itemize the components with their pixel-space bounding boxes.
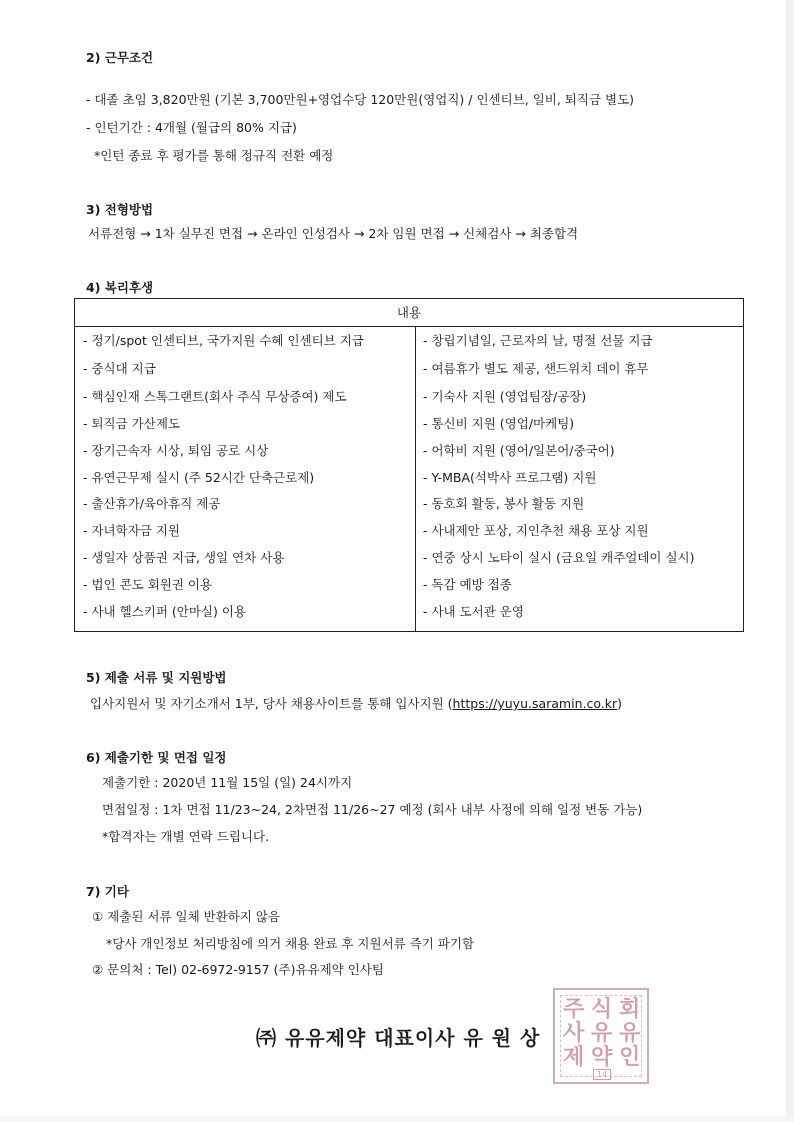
benefit-item: - 독감 예방 접종 <box>423 577 512 592</box>
benefit-item: - 장기근속자 시상, 퇴임 공로 시상 <box>83 443 269 458</box>
salary-line: - 대졸 초임 3,820만원 (기본 3,700만원+영업수당 120만원(영업직) / 인센티브, 일비, 퇴직금 별도) <box>86 92 635 107</box>
company-seal <box>553 988 649 1084</box>
application-text: 입사지원서 및 자기소개서 1부, 당사 채용사이트를 통해 입사지원 ( <box>90 696 453 711</box>
application-close: ) <box>617 696 623 711</box>
benefit-item: - Y-MBA(석박사 프로그램) 지원 <box>423 470 597 485</box>
section-4-title: 4) 복리후생 <box>86 280 154 295</box>
privacy-note: *당사 개인정보 처리방침에 의거 채용 완료 후 지원서류 즉기 파기함 <box>106 936 475 951</box>
benefit-item: - 생일자 상품권 지급, 생일 연차 사용 <box>83 550 285 565</box>
benefit-item: - 중식대 지급 <box>83 361 156 376</box>
ceo-signature-line: ㈜ 유유제약 대표이사 유 원 상 <box>256 1026 541 1050</box>
deadline-line: 제출기한 : 2020년 11월 15일 (일) 24시까지 <box>102 775 353 790</box>
seal-char: 사 <box>563 1020 585 1046</box>
benefit-item: - 어학비 지원 (영어/일본어/중국어) <box>423 443 615 458</box>
benefit-item: - 정기/spot 인센티브, 국가지원 수혜 인센티브 지급 <box>83 333 364 348</box>
benefits-left-column <box>75 326 416 631</box>
seal-number: 14 <box>593 1069 611 1080</box>
benefit-item: - 핵심인재 스톡그랜트(회사 주식 무상증여) 제도 <box>83 389 347 404</box>
benefit-item: - 연중 상시 노타이 실시 (금요일 캐주얼데이 실시) <box>423 550 695 565</box>
benefit-item: - 여름휴가 별도 제공, 샌드위치 데이 휴무 <box>423 361 649 376</box>
benefits-table <box>74 298 744 632</box>
intern-period-line: - 인턴기간 : 4개월 (월급의 80% 지급) <box>86 120 297 135</box>
benefit-item: - 통신비 지원 (영업/마케팅) <box>423 416 575 431</box>
contact-line: ② 문의처 : Tel) 02-6972-9157 (주)유유제약 인사팀 <box>92 962 384 977</box>
seal-char: 인 <box>619 1044 641 1070</box>
application-method <box>90 694 622 712</box>
section-6-title: 6) 제출기한 및 면접 일정 <box>86 750 227 765</box>
intern-note-line: *인턴 종료 후 평가를 통해 정규직 전환 예정 <box>94 148 334 163</box>
seal-char: 유 <box>591 1020 613 1046</box>
section-5-title: 5) 제출 서류 및 지원방법 <box>86 670 227 685</box>
benefit-item: - 유연근무제 실시 (주 52시간 단축근로제) <box>83 470 315 485</box>
scan-edge-bottom <box>0 1116 794 1122</box>
benefits-table-header: 내용 <box>75 299 743 327</box>
benefit-item: - 사내제안 포상, 지인추천 채용 포상 지원 <box>423 523 649 538</box>
section-7-title: 7) 기타 <box>86 884 129 899</box>
benefit-item: - 사내 도서관 운영 <box>423 604 524 619</box>
benefit-item: - 출산휴가/육아휴직 제공 <box>83 496 221 511</box>
seal-char: 주 <box>563 996 585 1022</box>
benefit-item: - 자녀학자금 지원 <box>83 523 180 538</box>
section-3-title: 3) 전형방법 <box>86 202 154 217</box>
selection-process: 서류전형 → 1차 실무진 면접 → 온라인 인성검사 → 2차 임원 면접 → 신체검사 → 최종합격 <box>88 226 579 241</box>
section-2-title: 2) 근무조건 <box>86 50 154 65</box>
benefit-item: - 사내 헬스키퍼 (안마실) 이용 <box>83 604 246 619</box>
interview-line: 면접일정 : 1차 면접 11/23~24, 2차면접 11/26~27 예정 (회사 내부 사정에 의해 일정 변동 가능) <box>102 802 643 817</box>
scan-edge-right <box>786 0 794 1122</box>
recruit-site-link[interactable]: https://yuyu.saramin.co.kr <box>452 696 618 711</box>
benefit-item: - 법인 콘도 회원권 이용 <box>83 577 213 592</box>
other-item-1: ① 제출된 서류 일체 반환하지 않음 <box>92 909 281 924</box>
benefit-item: - 창립기념일, 근로자의 날, 명절 선물 지급 <box>423 333 653 348</box>
seal-char: 식 <box>591 996 613 1022</box>
benefit-item: - 퇴직금 가산제도 <box>83 416 180 431</box>
seal-char: 약 <box>591 1044 613 1070</box>
seal-char: 회 <box>619 996 641 1022</box>
result-note: *합격자는 개별 연락 드립니다. <box>102 829 270 844</box>
seal-char: 제 <box>563 1044 585 1070</box>
benefit-item: - 기숙사 지원 (영업팀장/공장) <box>423 389 587 404</box>
seal-char: 유 <box>619 1020 641 1046</box>
benefits-right-column <box>415 326 743 631</box>
benefit-item: - 동호회 활동, 봉사 활동 지원 <box>423 496 585 511</box>
